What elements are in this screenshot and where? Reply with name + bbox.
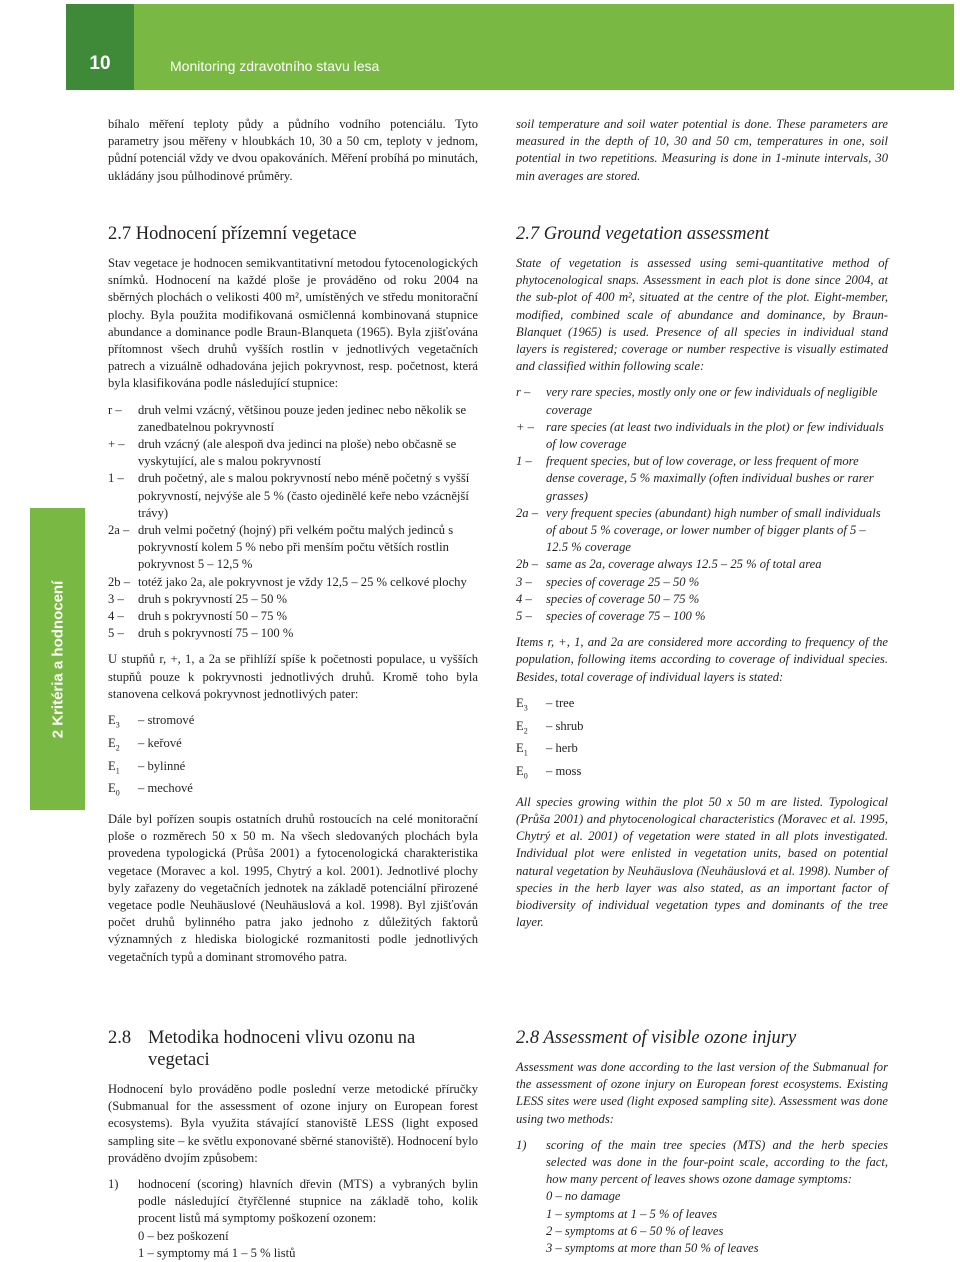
intro-en — [516, 116, 888, 194]
layer-item: $E_0$ – moss — [516, 764, 582, 781]
paragraph: Dále byl pořízen soupis ostatních druhů rostoucích na celé monitorační ploše o rozměrech 50 x 50 m. Na všech sledovaných plochách byla provedena typologická (Průša 2001) a fytocenologická charakteristika vegetace (Moravec a kol. 1995, Chytrý a kol. 2001). Jednotlivé plochy byly zařazeny do vegetačních jednotek na základě potenciální přirozené vegetace podle Neuhäuslové (Neuhäuslová a kol. 1998). Byl zjišťován počet druhů bylinného patra jako jednoho z důležitých faktorů významných z hlediska biologické rozmanitosti podle jednotlivých vegetačních typů a dominant stromového patra. — [108, 811, 478, 964]
sub-item: 2 – symptoms at 6 – 50 % of leaves — [546, 1223, 724, 1238]
abundance-scale — [108, 402, 478, 643]
sub-item: 3 – symptoms at more than 50 % of leaves — [546, 1241, 759, 1256]
scale-item: 1 – druh početný, ale s malou pokryvností nebo méně početný s vyšší pokryvností, nejvýše ale 5 % (často ojedinělé keře nebo vzácnější trávy) — [108, 471, 470, 520]
page-number-box — [66, 4, 134, 90]
sub-item: 1 – symptoms at 1 – 5 % of leaves — [546, 1206, 718, 1221]
scale-item: 4 – druh s pokryvností 50 – 75 % — [108, 609, 288, 624]
scale-item: 1 – frequent species, but of low coverage, or less frequent of more dense coverage, 5 % maximally (often individual bushes or rarer grasses) — [516, 454, 874, 503]
scale-item: 3 – druh s pokryvností 25 – 50 % — [108, 591, 288, 606]
intro-en-text: soil temperature and soil water potential is done. These parameters are measured in the depth of 10, 30 and 50 cm, temperatures in one, soil potential in two repetitions. Measuring is done in 1-minute intervals, 30 min averages are stored. — [516, 117, 888, 183]
layer-item: $E_2$ – shrub — [516, 718, 584, 736]
method-list — [516, 1137, 888, 1257]
paragraph: Assessment was done according to the last version of the Submanual for the assessment of ozone injury on European forest ecosystems. Existing LESS sites were used (light exposed sampling site). Assessment was done using two methods: — [516, 1060, 888, 1126]
scale-item: 5 – species of coverage 75 – 100 % — [516, 609, 706, 624]
side-tab-label: 2 Kritéria a hodnocení — [49, 580, 67, 738]
section-2-7-cz — [108, 223, 478, 975]
scale-item: 2b – totéž jako 2a, ale pokryvnost je vždy 12,5 – 25 % celkové plochy — [108, 574, 467, 589]
layer-list — [516, 695, 888, 785]
paragraph: State of vegetation is assessed using semi-quantitative method of phytocenological snaps. Assessment in each plot is done since 2004, at the sub-plot of 400 m², situated at the centre of the plot. Eight-member, modified, combined scale of abundance and dominance, by Braun-Blanquet (1965) is used. Presence of all species in individual stand layers is registered; coverage or number respective is visually estimated and classified within following scale: — [516, 256, 888, 374]
layer-item: $E_3$ – tree — [516, 695, 575, 713]
scale-item: 2a – druh velmi početný (hojný) při velkém počtu malých jedinců s pokryvností kolem 5 % nebo při menším počtu větších rostlin pokryvnost 5 – 12,5 % — [108, 523, 454, 572]
layer-item: $E_1$ – herb — [516, 741, 578, 758]
scale-item: r – very rare species, mostly only one or few individuals of negligible coverage — [516, 385, 878, 417]
sub-item: 0 – bez poškození — [138, 1228, 229, 1243]
sub-item: 0 – no damage — [546, 1189, 621, 1204]
scale-item: 2a – very frequent species (abundant) high number of small individuals of about 5 % coverage, or lower number of bigger plants of 5 – 12.5 % coverage — [516, 505, 881, 555]
scale-item: + – rare species (at least two individuals in the plot) or few individuals of low coverage — [516, 419, 884, 452]
paragraph: Items r, +, 1, and 2a are considered more according to frequency of the population, following items according to coverage of individual species. Besides, total coverage of individual layers is stated: — [516, 635, 888, 684]
intro-cz — [108, 116, 478, 194]
scale-item: 2b – same as 2a, coverage always 12.5 – 25 % of total area — [516, 557, 822, 572]
paragraph: U stupňů r, +, 1, a 2a se přihlíží spíše k početnosti populace, u vyšších stupňů pouze k pokryvnosti jednotlivých druhů. Kromě toho byla stanovena celková pokryvnost jednotlivých pater: — [108, 652, 478, 701]
running-title: Monitoring zdravotního stavu lesa — [170, 58, 380, 74]
scale-item: + – druh vzácný (ale alespoň dva jedinci na ploše) nebo občasně se vyskytující, ale s malou pokryvností — [108, 437, 457, 469]
sub-item: 1 – symptomy má 1 – 5 % listů — [138, 1245, 296, 1260]
scale-item: r – druh velmi vzácný, většinou pouze jeden jedinec nebo několik se zanedbatelnou pokryvností — [108, 402, 467, 434]
layer-item: $E_1$ – bylinné — [108, 758, 186, 776]
layer-list — [108, 712, 478, 802]
scale-item: 4 – species of coverage 50 – 75 % — [516, 591, 700, 606]
header-bar — [66, 4, 954, 90]
page-number: 10 — [89, 53, 111, 74]
section-2-7-en — [516, 223, 888, 940]
layer-item: $E_3$ – stromové — [108, 713, 195, 730]
section-heading: 2.7 Ground vegetation assessment — [516, 224, 770, 244]
section-heading: 2.8 Metodika hodnoceni vlivu ozonu na vegetaci — [108, 1028, 416, 1070]
method-list — [108, 1176, 478, 1262]
section-2-8-en — [516, 1027, 888, 1257]
side-tab-label-box — [30, 508, 85, 810]
section-2-8-cz — [108, 1027, 478, 1262]
scale-item: 3 – species of coverage 25 – 50 % — [516, 574, 700, 589]
intro-cz-text: bíhalo měření teploty půdy a půdního vodního potenciálu. Tyto parametry jsou měřeny v hloubkách 10, 30 a 50 cm, teploty v jednom, půdní potenciál vždy ve dvou opakováních. Měření probíhá po minutách, ukládány jsou půlhodinové průměry. — [108, 117, 478, 183]
scale-item: 5 – druh s pokryvností 75 – 100 % — [108, 626, 294, 641]
section-heading: 2.7 Hodnocení přízemní vegetace — [108, 224, 357, 244]
paragraph: All species growing within the plot 50 x 50 m are listed. Typological (Průša 2001) and phytocenological characteristics (Moravec et al. 1995, Chytrý et al. 2001) of vegetation were stated in all plots investigated. Individual plot were enlisted in vegetation units, based on potential natural vegetation by Neuhäuslova (Neuhäuslová et al. 1998). Number of species in the herb layer was also stated, as an important factor of biodiversity of individual vegetation types and dominants of the tree layer. — [516, 794, 888, 930]
abundance-scale — [516, 384, 888, 625]
layer-item: $E_0$ – mechové — [108, 781, 193, 798]
layer-item: $E_2$ – keřové — [108, 735, 182, 753]
section-heading: 2.8 Assessment of visible ozone injury — [516, 1028, 797, 1048]
paragraph: Hodnocení bylo prováděno podle poslední verze metodické příručky (Submanual for the assessment of ozone injury on European forest ecosystems). Byla využita stávající stanoviště LESS (light exposed sampling site – ke světlu exponované sběrné stanoviště). Hodnocení bylo prováděno dvojím způsobem: — [108, 1082, 478, 1165]
list-item: 1) scoring of the main tree species (MTS) and the herb species selected was done in the four-point scale, according to the fact, how many percent of leaves shows ozone damage symptoms: — [516, 1137, 888, 1187]
list-item: 1) hodnocení (scoring) hlavních dřevin (MTS) a vybraných bylin podle následující čtyřčlenné stupnice na základě toho, kolik procent listů má symptomy poškození ozonem: — [108, 1177, 478, 1226]
paragraph: Stav vegetace je hodnocen semikvantitativní metodou fytocenologických snímků. Hodnocení na každé ploše je prováděno od roku 2004 na sběrných plochách o velikosti 400 m², umístěných ve středu monitorační plochy. Byla použita modifikovaná osmičlenná kombinovaná stupnice abundance a dominance podle Braun-Blanqueta (1965). Byla zjišťována přítomnost všech druhů vyšších rostlin v jednotlivých vegetačních patrech a vizuálně odhadována jejich pokryvnost, resp. početnost, která byla klasifikována podle následující stupnice: — [108, 256, 478, 391]
